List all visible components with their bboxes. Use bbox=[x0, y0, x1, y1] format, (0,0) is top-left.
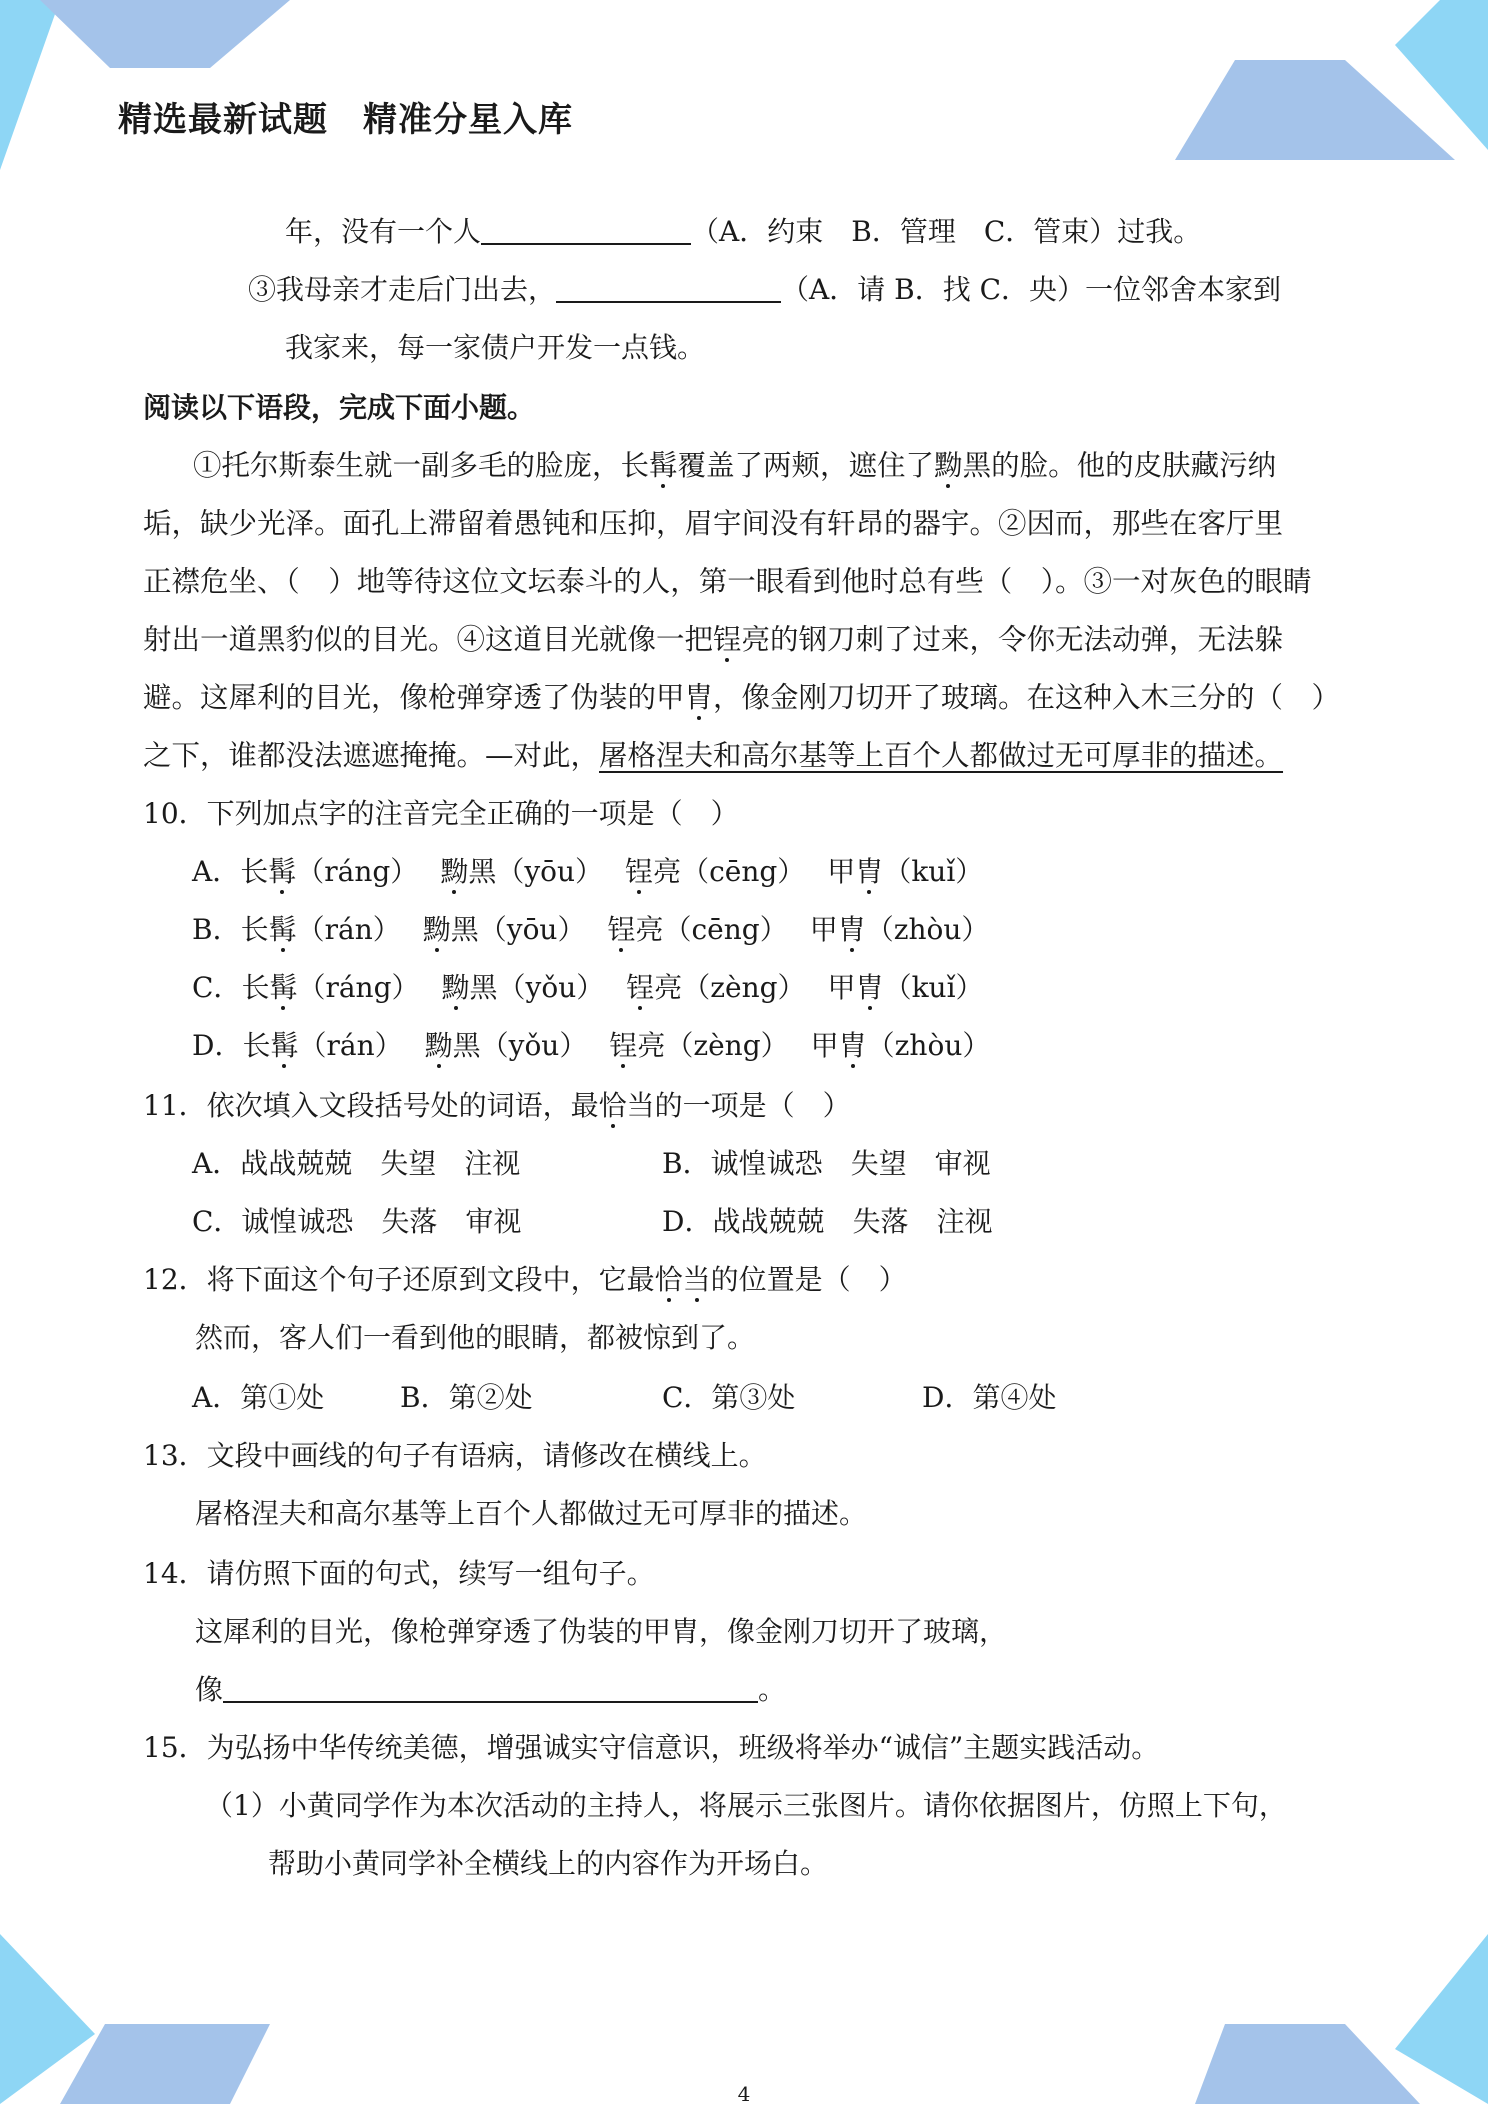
option-11-d[interactable]: D．战战兢兢 失落 注视 bbox=[662, 1205, 993, 1238]
page-number: 4 bbox=[737, 2082, 751, 2106]
continuation-line-2: ③我母亲才走后门出去， （A．请 B．找 C．央）一位邻舍本家到 bbox=[248, 273, 1282, 306]
option-11-b[interactable]: B．诚惶诚恐 失望 审视 bbox=[662, 1147, 991, 1180]
passage-line-5: 避。这犀利的目光，像枪弹穿透了伪装的甲胄，像金刚刀切开了玻璃。在这种入木三分的（ ） bbox=[143, 681, 1341, 714]
continuation-line-1: 年，没有一个人 （A．约束 B．管理 C．管束）过我。 bbox=[285, 215, 1202, 248]
question-15-sub1-line2: 帮助小黄同学补全横线上的内容作为开场白。 bbox=[268, 1847, 829, 1880]
question-12-sentence: 然而，客人们一看到他的眼睛，都被惊到了。 bbox=[195, 1321, 756, 1354]
continuation-line-3: 我家来，每一家债户开发一点钱。 bbox=[285, 331, 706, 364]
passage-line-2: 垢，缺少光泽。面孔上滞留着愚钝和压抑，眉宇间没有轩昂的器宇。②因而，那些在客厅里 bbox=[143, 507, 1284, 540]
option-10-c[interactable]: C．长髯（ráng） 黝黑（yǒu） 锃亮（zèng） 甲胄（kuǐ） bbox=[192, 971, 984, 1004]
option-12-d[interactable]: D．第④处 bbox=[922, 1381, 1057, 1414]
question-15-stem: 15．为弘扬中华传统美德，增强诚实守信意识，班级将举办“诚信”主题实践活动。 bbox=[143, 1731, 1160, 1764]
question-13-sentence: 屠格涅夫和高尔基等上百个人都做过无可厚非的描述。 bbox=[195, 1497, 868, 1530]
corner-decoration-bottom bbox=[0, 1904, 1488, 2104]
question-14-answer-line: 像 。 bbox=[195, 1673, 787, 1706]
option-12-a[interactable]: A．第①处 bbox=[192, 1381, 325, 1414]
reading-instruction: 阅读以下语段，完成下面小题。 bbox=[143, 391, 536, 424]
answer-blank[interactable] bbox=[223, 1671, 758, 1703]
passage-line-4: 射出一道黑豹似的目光。④这道目光就像一把锃亮的钢刀刺了过来，令你无法动弹，无法躲 bbox=[143, 623, 1284, 656]
option-11-c[interactable]: C．诚惶诚恐 失落 审视 bbox=[192, 1205, 522, 1238]
passage-line-6: 之下，谁都没法遮遮掩掩。—对此，屠格涅夫和高尔基等上百个人都做过无可厚非的描述。 bbox=[143, 739, 1284, 772]
passage-line-3: 正襟危坐、（ ）地等待这位文坛泰斗的人，第一眼看到他时总有些（ ）。③一对灰色的眼睛 bbox=[143, 565, 1312, 598]
corner-decoration-top bbox=[0, 0, 1488, 180]
option-10-b[interactable]: B．长髯（rán） 黝黑（yōu） 锃亮（cēng） 甲胄（zhòu） bbox=[192, 913, 990, 946]
question-14-model: 这犀利的目光，像枪弹穿透了伪装的甲胄，像金刚刀切开了玻璃， bbox=[195, 1615, 1008, 1648]
answer-blank[interactable] bbox=[481, 213, 691, 245]
option-12-b[interactable]: B．第②处 bbox=[400, 1381, 533, 1414]
passage-line-1: ①托尔斯泰生就一副多毛的脸庞，长髯覆盖了两颊，遮住了黝黑的脸。他的皮肤藏污纳 bbox=[193, 449, 1277, 482]
option-11-a[interactable]: A．战战兢兢 失望 注视 bbox=[192, 1147, 521, 1180]
option-10-d[interactable]: D．长髯（rán） 黝黑（yǒu） 锃亮（zèng） 甲胄（zhòu） bbox=[192, 1029, 991, 1062]
question-11-stem: 11．依次填入文段括号处的词语，最恰当的一项是（ ） bbox=[143, 1089, 851, 1122]
option-10-a[interactable]: A．长髯（ráng） 黝黑（yōu） 锃亮（cēng） 甲胄（kuǐ） bbox=[192, 855, 984, 888]
answer-blank[interactable] bbox=[556, 271, 781, 303]
question-10-stem: 10．下列加点字的注音完全正确的一项是（ ） bbox=[143, 797, 739, 830]
option-12-c[interactable]: C．第③处 bbox=[662, 1381, 796, 1414]
question-14-stem: 14．请仿照下面的句式，续写一组句子。 bbox=[143, 1557, 655, 1590]
question-13-stem: 13．文段中画线的句子有语病，请修改在横线上。 bbox=[143, 1439, 767, 1472]
page-header-title: 精选最新试题 精准分星入库 bbox=[118, 100, 573, 140]
question-15-sub1-line1: （1）小黄同学作为本次活动的主持人，将展示三张图片。请你依据图片，仿照上下句， bbox=[205, 1789, 1287, 1822]
underlined-sentence: 屠格涅夫和高尔基等上百个人都做过无可厚非的描述。 bbox=[599, 739, 1284, 772]
question-12-stem: 12．将下面这个句子还原到文段中，它最恰当的位置是（ ） bbox=[143, 1263, 907, 1296]
